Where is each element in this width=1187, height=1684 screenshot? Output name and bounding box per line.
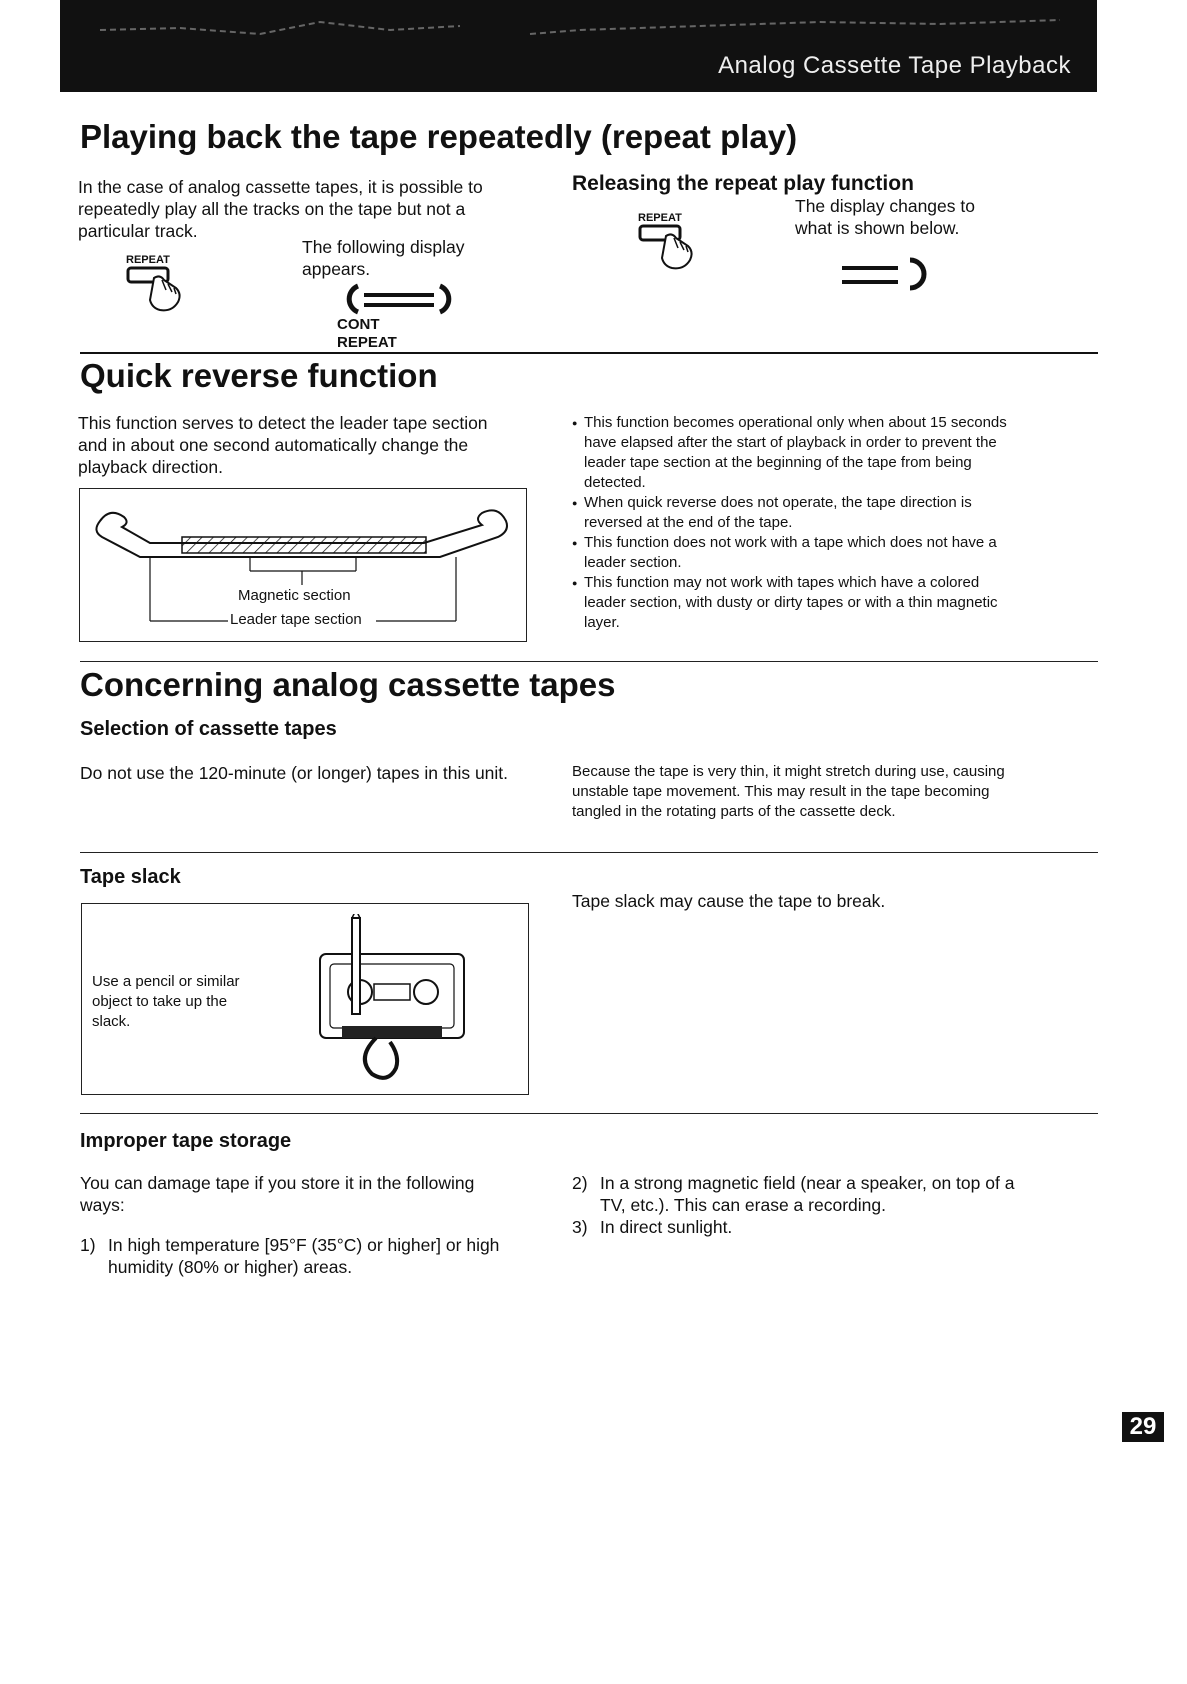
- divider: [80, 1113, 1098, 1114]
- hand-press-icon: [124, 264, 204, 324]
- section-title-repeat-play: Playing back the tape repeatedly (repeat play): [80, 118, 798, 155]
- item-text: In high temperature [95°F (35°C) or higher] or high humidity (80% or higher) areas.: [108, 1235, 500, 1277]
- slack-right: Tape slack may cause the tape to break.: [572, 891, 886, 911]
- tape-diagram: [79, 488, 527, 642]
- divider: [80, 352, 1098, 354]
- hand-press-icon: [636, 222, 716, 282]
- repeat-display-icon: [336, 278, 476, 318]
- section-title-quick-reverse: Quick reverse function: [80, 357, 438, 394]
- page-number: 29: [1122, 1412, 1164, 1442]
- storage-title: Improper tape storage: [80, 1130, 292, 1152]
- list-item: ● This function becomes operational only when about 15 seconds have elapsed after the start of playback in order to prevent the leader tape section at the beginning of the tape from being detected.: [572, 413, 1022, 493]
- storage-intro: You can damage tape if you store it in the following ways:: [80, 1173, 475, 1215]
- slack-title: Tape slack: [80, 866, 181, 888]
- list-item: [572, 1216, 1022, 1238]
- list-item: ● When quick reverse does not operate, the tape direction is reversed at the end of the tape.: [572, 493, 1022, 533]
- selection-right: Because the tape is very thin, it might stretch during use, causing unstable tape movement. This may result in the tape becoming tangled in the rotating parts of the cassette deck.: [572, 763, 1005, 820]
- divider: [80, 852, 1098, 853]
- slack-diagram: [81, 903, 529, 1095]
- header-band: [60, 0, 1097, 92]
- display-caption: The following display appears.: [302, 237, 465, 279]
- magnetic-section-label: Magnetic section: [238, 587, 351, 604]
- cont-display-icon: [838, 256, 948, 296]
- selection-left: Do not use the 120-minute (or longer) tapes in this unit.: [80, 763, 509, 783]
- display-cont-label: CONT: [337, 316, 380, 333]
- item-number: 3): [572, 1217, 588, 1237]
- storage-list-left: [80, 1234, 530, 1278]
- repeat-button-label: REPEAT: [126, 254, 170, 266]
- item-text: In direct sunlight.: [600, 1217, 733, 1237]
- item-text: In a strong magnetic field (near a speaker, on top of a TV, etc.). This can erase a recording.: [600, 1173, 1015, 1215]
- header-title: Analog Cassette Tape Playback: [718, 52, 1071, 79]
- item-number: 2): [572, 1173, 588, 1193]
- cassette-pencil-illustration: [312, 914, 492, 1084]
- release-button-illustration: [636, 212, 716, 272]
- header-texture: [60, 0, 1097, 40]
- list-item: [80, 1234, 530, 1278]
- release-caption: The display changes to what is shown below.: [795, 196, 975, 238]
- divider: [80, 661, 1098, 662]
- quick-reverse-intro: This function serves to detect the leader tape section and in about one second automatically change the playback direction.: [78, 413, 488, 477]
- list-item: [572, 1172, 1022, 1216]
- repeat-intro: In the case of analog cassette tapes, it is possible to repeatedly play all the tracks on the tape but not a particular track.: [78, 177, 483, 241]
- item-number: 1): [80, 1235, 96, 1255]
- display-repeat-label: REPEAT: [337, 334, 397, 351]
- slack-box-text: Use a pencil or similar object to take up the slack.: [92, 973, 240, 1030]
- release-button-label: REPEAT: [638, 212, 682, 224]
- selection-title: Selection of cassette tapes: [80, 718, 337, 740]
- release-title: Releasing the repeat play function: [572, 172, 914, 195]
- storage-list-right: [572, 1172, 1022, 1238]
- repeat-button-illustration: [124, 254, 204, 314]
- section-title-cassette-tapes: Concerning analog cassette tapes: [80, 666, 616, 703]
- leader-tape-label: Leader tape section: [230, 611, 362, 628]
- list-item: ● This function does not work with a tape which does not have a leader section.: [572, 533, 1022, 573]
- list-item: ● This function may not work with tapes which have a colored leader section, with dusty or dirty tapes or with a thin magnetic layer.: [572, 573, 1022, 633]
- quick-reverse-notes: [572, 413, 1022, 633]
